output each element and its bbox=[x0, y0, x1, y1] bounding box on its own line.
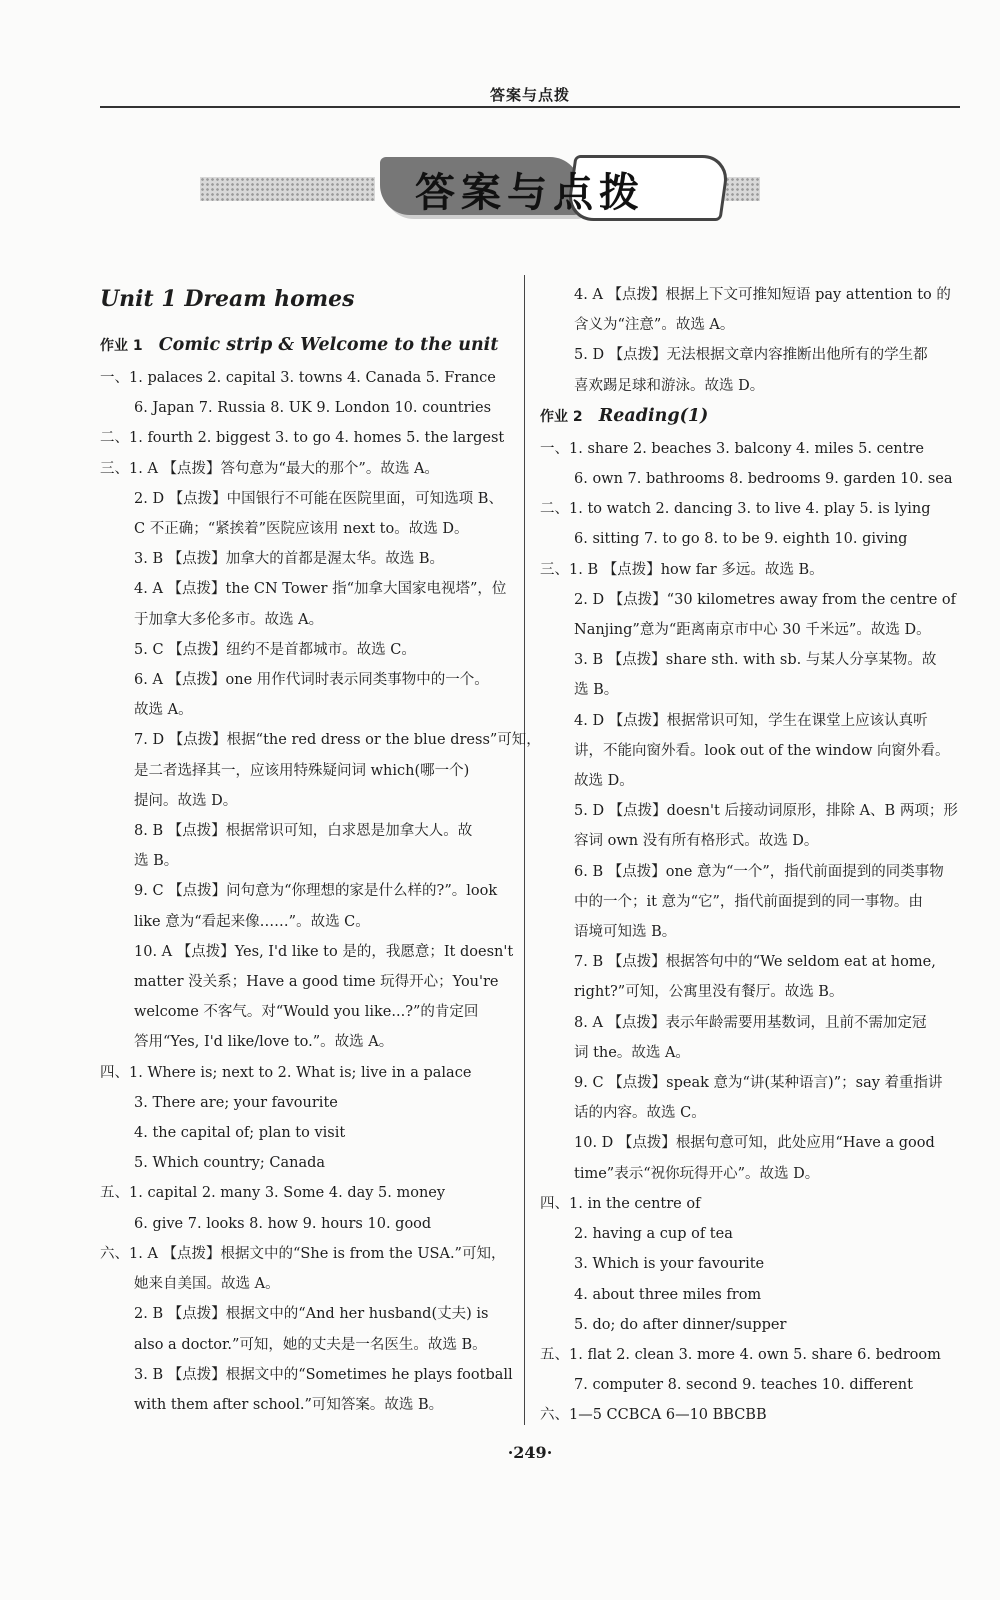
answer-line: 3. Which is your favourite bbox=[574, 1256, 765, 1273]
answer-line: 2. B 【点拨】根据文中的“And her husband(丈夫) is bbox=[134, 1306, 489, 1323]
homework-2-heading bbox=[540, 401, 960, 432]
answer-line: 四、1. Where is; next to 2. What is; live in a palace bbox=[100, 1064, 472, 1081]
answer-line: 4. A 【点拨】the CN Tower 指“加拿大国家电视塔”，位 bbox=[134, 581, 507, 598]
answer-line: 三、1. B 【点拨】how far 多远。故选 B。 bbox=[540, 561, 824, 578]
answer-line: C 不正确；“紧挨着”医院应该用 next to。故选 D。 bbox=[134, 521, 469, 538]
answer-line: 10. D 【点拨】根据句意可知，此处应用“Have a good bbox=[574, 1135, 935, 1152]
answer-line: 中的一个；it 意为“它”，指代前面提到的同一事物。由 bbox=[574, 893, 923, 910]
answer-line: 3. There are; your favourite bbox=[134, 1094, 338, 1111]
answer-line: 四、1. in the centre of bbox=[540, 1195, 701, 1212]
answer-line: 5. do; do after dinner/supper bbox=[574, 1316, 787, 1333]
answer-line: 2. D 【点拨】“30 kilometres away from the centre of bbox=[574, 591, 956, 608]
answer-line: 容词 own 没有所有格形式。故选 D。 bbox=[574, 833, 819, 850]
answer-line: 讲，不能向窗外看。look out of the window 向窗外看。 bbox=[574, 742, 950, 759]
answer-line: right?”可知，公寓里没有餐厅。故选 B。 bbox=[574, 984, 844, 1001]
homework-2-prefix: 作业 2 bbox=[540, 408, 583, 425]
answer-line: 6. own 7. bathrooms 8. bedrooms 9. garden 10. sea bbox=[574, 471, 953, 488]
answer-line: 8. B 【点拨】根据常识可知，白求恩是加拿大人。故 bbox=[134, 823, 473, 840]
answer-line: 5. D 【点拨】doesn't 后接动词原形，排除 A、B 两项；形 bbox=[574, 803, 958, 820]
answer-line: time”表示“祝你玩得开心”。故选 D。 bbox=[574, 1165, 820, 1182]
answer-line: 9. C 【点拨】问句意为“你理想的家是什么样的?”。look bbox=[134, 883, 498, 900]
answer-line: with them after school.”可知答案。故选 B。 bbox=[134, 1396, 444, 1413]
answer-line: 喜欢踢足球和游泳。故选 D。 bbox=[574, 377, 765, 394]
answer-line: 五、1. flat 2. clean 3. more 4. own 5. share 6. bedroom bbox=[540, 1346, 941, 1363]
answer-line: 8. A 【点拨】表示年龄需要用基数词，且前不需加定冠 bbox=[574, 1014, 927, 1031]
answer-line: 4. the capital of; plan to visit bbox=[134, 1125, 346, 1142]
homework-1-heading bbox=[100, 330, 510, 361]
unit-title: Unit 1 Dream homes bbox=[100, 286, 355, 312]
answer-line: 一、1. palaces 2. capital 3. towns 4. Canada 5. France bbox=[100, 370, 496, 386]
answer-line: 6. give 7. looks 8. how 9. hours 10. good bbox=[134, 1215, 432, 1232]
answer-line: welcome 不客气。对“Would you like...?”的肯定回 bbox=[134, 1004, 479, 1021]
answer-line: 6. B 【点拨】one 意为“一个”，指代前面提到的同类事物 bbox=[574, 863, 944, 880]
answer-line: 五、1. capital 2. many 3. Some 4. day 5. money bbox=[100, 1185, 446, 1202]
right-column bbox=[540, 280, 960, 1431]
answer-line: 7. D 【点拨】根据“the red dress or the blue dress”可知， bbox=[134, 732, 541, 749]
answer-line: 4. A 【点拨】根据上下文可推知短语 pay attention to 的 bbox=[574, 287, 951, 303]
answer-line: 选 B。 bbox=[134, 853, 179, 870]
answer-line: like 意为“看起来像……”。故选 C。 bbox=[134, 913, 370, 930]
answer-line: 4. D 【点拨】根据常识可知，学生在课堂上应该认真听 bbox=[574, 712, 928, 729]
running-head: 答案与点拨 bbox=[489, 86, 570, 104]
answer-line: 7. B 【点拨】根据答句中的“We seldom eat at home, bbox=[574, 954, 936, 971]
banner-title: 答案与点拨 bbox=[415, 170, 645, 216]
answer-line: 含义为“注意”。故选 A。 bbox=[574, 317, 735, 334]
answer-line: 二、1. fourth 2. biggest 3. to go 4. homes 5. the largest bbox=[100, 430, 505, 447]
answer-line: 2. having a cup of tea bbox=[574, 1226, 733, 1243]
homework-1-prefix: 作业 1 bbox=[100, 338, 143, 354]
answer-line: 6. sitting 7. to go 8. to be 9. eighth 10. giving bbox=[574, 531, 908, 548]
answer-line: 词 the。故选 A。 bbox=[574, 1044, 690, 1061]
answer-line: 故选 A。 bbox=[134, 702, 193, 719]
answer-line: 选 B。 bbox=[574, 682, 619, 699]
answer-line: also a doctor.”可知，她的丈夫是一名医生。故选 B。 bbox=[134, 1336, 487, 1353]
answer-line: 故选 D。 bbox=[574, 773, 634, 790]
answer-line: 三、1. A 【点拨】答句意为“最大的那个”。故选 A。 bbox=[100, 460, 439, 477]
answer-line: 5. Which country; Canada bbox=[134, 1155, 326, 1172]
answer-line: 4. about three miles from bbox=[574, 1286, 762, 1303]
homework-2-answers bbox=[540, 434, 960, 1431]
homework-1-title: Comic strip & Welcome to the unit bbox=[158, 335, 499, 355]
homework-2-title: Reading(1) bbox=[598, 405, 709, 426]
header-rule bbox=[100, 106, 960, 108]
answer-line: 提问。故选 D。 bbox=[134, 792, 238, 809]
answer-line: 一、1. share 2. beaches 3. balcony 4. miles 5. centre bbox=[540, 440, 924, 457]
banner-dotted-band-left bbox=[200, 177, 375, 201]
answer-line: 答用“Yes, I'd like/love to.”。故选 A。 bbox=[134, 1034, 394, 1051]
answer-line: Nanjing”意为“距离南京市中心 30 千米远”。故选 D。 bbox=[574, 622, 931, 639]
answer-line: 于加拿大多伦多市。故选 A。 bbox=[134, 611, 324, 628]
answer-line: 2. D 【点拨】中国银行不可能在医院里面，可知选项 B、 bbox=[134, 490, 503, 507]
homework-1-answers-continued bbox=[540, 280, 960, 401]
answer-line: 3. B 【点拨】根据文中的“Sometimes he plays football bbox=[134, 1366, 513, 1383]
answer-line: 语境可知选 B。 bbox=[574, 924, 677, 941]
page-number: ·249· bbox=[507, 1443, 553, 1462]
answer-line: 她来自美国。故选 A。 bbox=[134, 1276, 280, 1293]
answer-line: 六、1. A 【点拨】根据文中的“She is from the USA.”可知， bbox=[100, 1245, 506, 1262]
homework-1-answers bbox=[100, 363, 541, 1420]
answer-line: 3. B 【点拨】加拿大的首都是渥太华。故选 B。 bbox=[134, 551, 444, 568]
answer-line: 7. computer 8. second 9. teaches 10. different bbox=[574, 1377, 913, 1394]
section-banner bbox=[200, 155, 760, 230]
answer-line: 二、1. to watch 2. dancing 3. to live 4. play 5. is lying bbox=[540, 501, 931, 518]
answer-line: 是二者选择其一，应该用特殊疑问词 which(哪一个) bbox=[134, 762, 470, 779]
answer-line: 5. C 【点拨】纽约不是首都城市。故选 C。 bbox=[134, 641, 416, 658]
answer-line: 3. B 【点拨】share sth. with sb. 与某人分享某物。故 bbox=[574, 652, 937, 669]
answer-line: 5. D 【点拨】无法根据文章内容推断出他所有的学生都 bbox=[574, 347, 928, 364]
answer-line: 6. A 【点拨】one 用作代词时表示同类事物中的一个。 bbox=[134, 672, 489, 689]
answer-line: 10. A 【点拨】Yes, I'd like to 是的，我愿意；It doesn't bbox=[134, 943, 514, 960]
answer-line: 话的内容。故选 C。 bbox=[574, 1105, 706, 1122]
answer-line: 6. Japan 7. Russia 8. UK 9. London 10. countries bbox=[134, 400, 492, 417]
answer-line: 9. C 【点拨】speak 意为“讲(某种语言)”；say 着重指讲 bbox=[574, 1075, 943, 1092]
left-column bbox=[100, 280, 541, 1420]
column-divider bbox=[524, 275, 525, 1425]
answer-line: 六、1—5 CCBCA 6—10 BBCBB bbox=[540, 1407, 767, 1424]
answer-line: matter 没关系；Have a good time 玩得开心；You're bbox=[134, 974, 499, 991]
